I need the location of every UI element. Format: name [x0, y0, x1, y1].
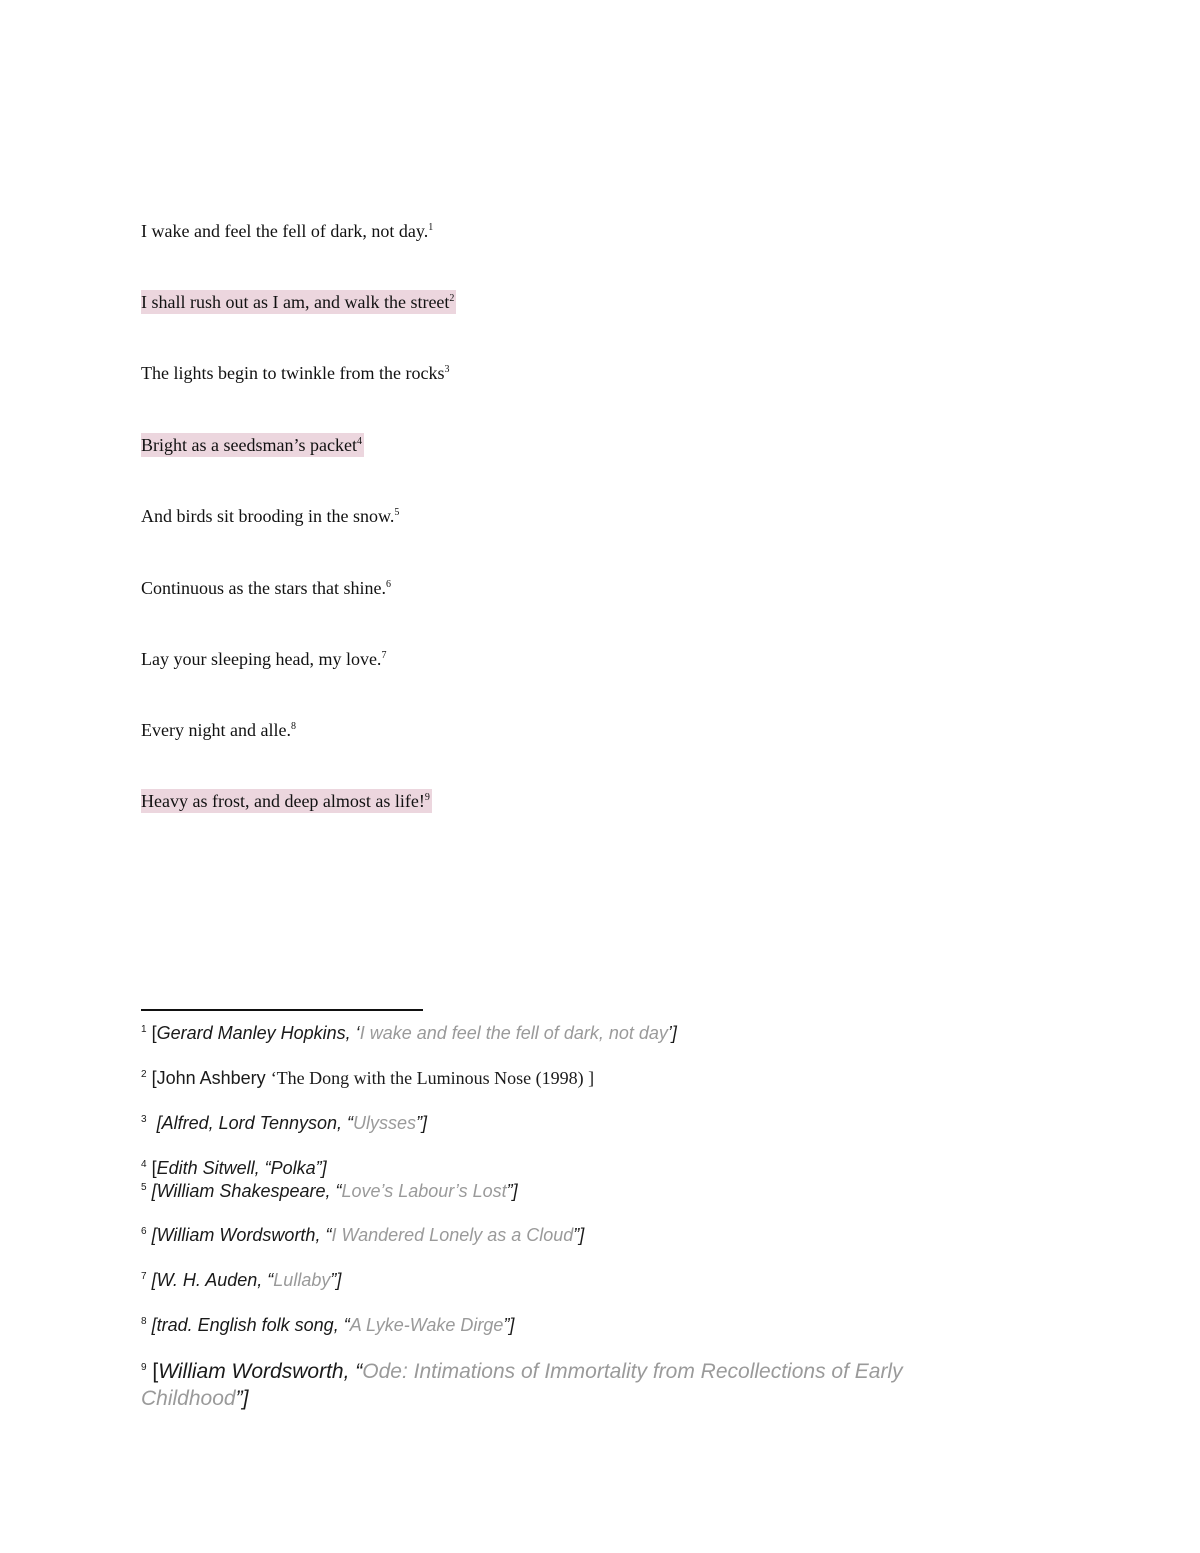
footnote-author: John Ashbery [156, 1068, 266, 1088]
footnote-bracket: [ [151, 1225, 157, 1245]
footnote-ref[interactable]: 9 [424, 792, 430, 803]
footnote-number[interactable]: 7 [141, 1271, 147, 1282]
poem-line-5 [141, 504, 401, 528]
poem-line-2 [141, 290, 456, 314]
footnote-title: Ode: Intimations of Immortality from Recollections of Early Childhood [141, 1360, 903, 1410]
footnote-close: ”] [503, 1315, 515, 1335]
poem-line-text: I wake and feel the fell of dark, not day. [141, 221, 429, 241]
footnote-4 [141, 1156, 327, 1180]
footnote-close: ’] [667, 1023, 677, 1043]
footnote-author: William Wordsworth, “ [158, 1360, 363, 1383]
footnote-title: I wake and feel the fell of dark, not day [359, 1023, 668, 1043]
footnote-ref[interactable]: 3 [444, 364, 450, 375]
footnote-close: ”] [573, 1225, 585, 1245]
footnote-ref[interactable]: 2 [449, 293, 455, 304]
footnote-bracket: [ [151, 1068, 157, 1088]
footnote-ref[interactable]: 6 [385, 579, 391, 590]
poem-line-6 [141, 576, 393, 600]
footnote-ref[interactable]: 5 [394, 507, 400, 518]
poem-line-text: Lay your sleeping head, my love. [141, 649, 382, 669]
footnote-5 [141, 1179, 518, 1203]
footnote-8 [141, 1313, 514, 1337]
footnote-title: Ulysses [353, 1113, 417, 1133]
footnote-title: Lullaby [273, 1270, 331, 1290]
footnote-7 [141, 1268, 341, 1292]
footnote-number[interactable]: 2 [141, 1069, 147, 1080]
poem-line-text: Bright as a seedsman’s packet [141, 435, 357, 455]
footnote-number[interactable]: 1 [141, 1024, 147, 1035]
footnote-number[interactable]: 8 [141, 1316, 147, 1327]
footnote-bracket: [ [152, 1360, 159, 1383]
footnote-bracket: [ [151, 1181, 157, 1201]
footnote-bracket: [ [151, 1270, 157, 1290]
footnote-bracket: [ [151, 1023, 157, 1043]
footnote-close: ”] [506, 1181, 518, 1201]
poem-line-9 [141, 789, 432, 813]
footnote-6 [141, 1223, 584, 1247]
poem-line-text: The lights begin to twinkle from the rocks [141, 363, 445, 383]
footnote-author: trad. English folk song, “ [156, 1315, 350, 1335]
footnote-close: ”] [416, 1113, 428, 1133]
poem-line-text: I shall rush out as I am, and walk the street [141, 292, 450, 312]
footnote-title: A Lyke-Wake Dirge [349, 1315, 504, 1335]
footnote-author: Edith Sitwell, “Polka”] [156, 1158, 327, 1178]
footnote-author: Gerard Manley Hopkins, ‘ [156, 1023, 360, 1043]
footnote-author: W. H. Auden, “ [156, 1270, 274, 1290]
footnote-number[interactable]: 5 [141, 1182, 147, 1193]
footnote-bracket: [ [156, 1113, 162, 1133]
footnote-ref[interactable]: 1 [428, 222, 434, 233]
footnote-separator [141, 1009, 423, 1011]
footnote-author: William Shakespeare, “ [156, 1181, 342, 1201]
footnote-3 [141, 1111, 427, 1135]
footnote-bracket: [ [151, 1315, 157, 1335]
footnote-9 [141, 1358, 981, 1412]
footnote-number[interactable]: 9 [141, 1362, 147, 1373]
poem-line-text: And birds sit brooding in the snow. [141, 506, 395, 526]
footnote-number[interactable]: 6 [141, 1226, 147, 1237]
footnote-ref[interactable]: 7 [381, 650, 387, 661]
footnote-2 [141, 1066, 594, 1090]
footnote-author: Alfred, Lord Tennyson, “ [161, 1113, 354, 1133]
footnote-close: ”] [330, 1270, 342, 1290]
poem-line-text: Every night and alle. [141, 720, 291, 740]
footnote-title: Love’s Labour’s Lost [341, 1181, 507, 1201]
poem-line-text: Heavy as frost, and deep almost as life! [141, 791, 425, 811]
footnote-title: ‘The Dong with the Luminous Nose (1998) ] [270, 1068, 595, 1088]
footnote-number[interactable]: 4 [141, 1159, 147, 1170]
footnote-ref[interactable]: 8 [290, 721, 296, 732]
footnote-close: ”] [235, 1387, 249, 1410]
footnote-title: I Wandered Lonely as a Cloud [331, 1225, 574, 1245]
poem-line-7 [141, 647, 388, 671]
poem-line-text: Continuous as the stars that shine. [141, 578, 386, 598]
footnote-ref[interactable]: 4 [356, 436, 362, 447]
poem-line-1 [141, 219, 435, 243]
poem-line-3 [141, 361, 451, 385]
poem-line-8 [141, 718, 298, 742]
footnote-author: William Wordsworth, “ [156, 1225, 332, 1245]
poem-line-4 [141, 433, 364, 457]
footnote-number[interactable]: 3 [141, 1114, 147, 1125]
footnote-bracket: [ [151, 1158, 157, 1178]
footnote-1 [141, 1021, 677, 1045]
